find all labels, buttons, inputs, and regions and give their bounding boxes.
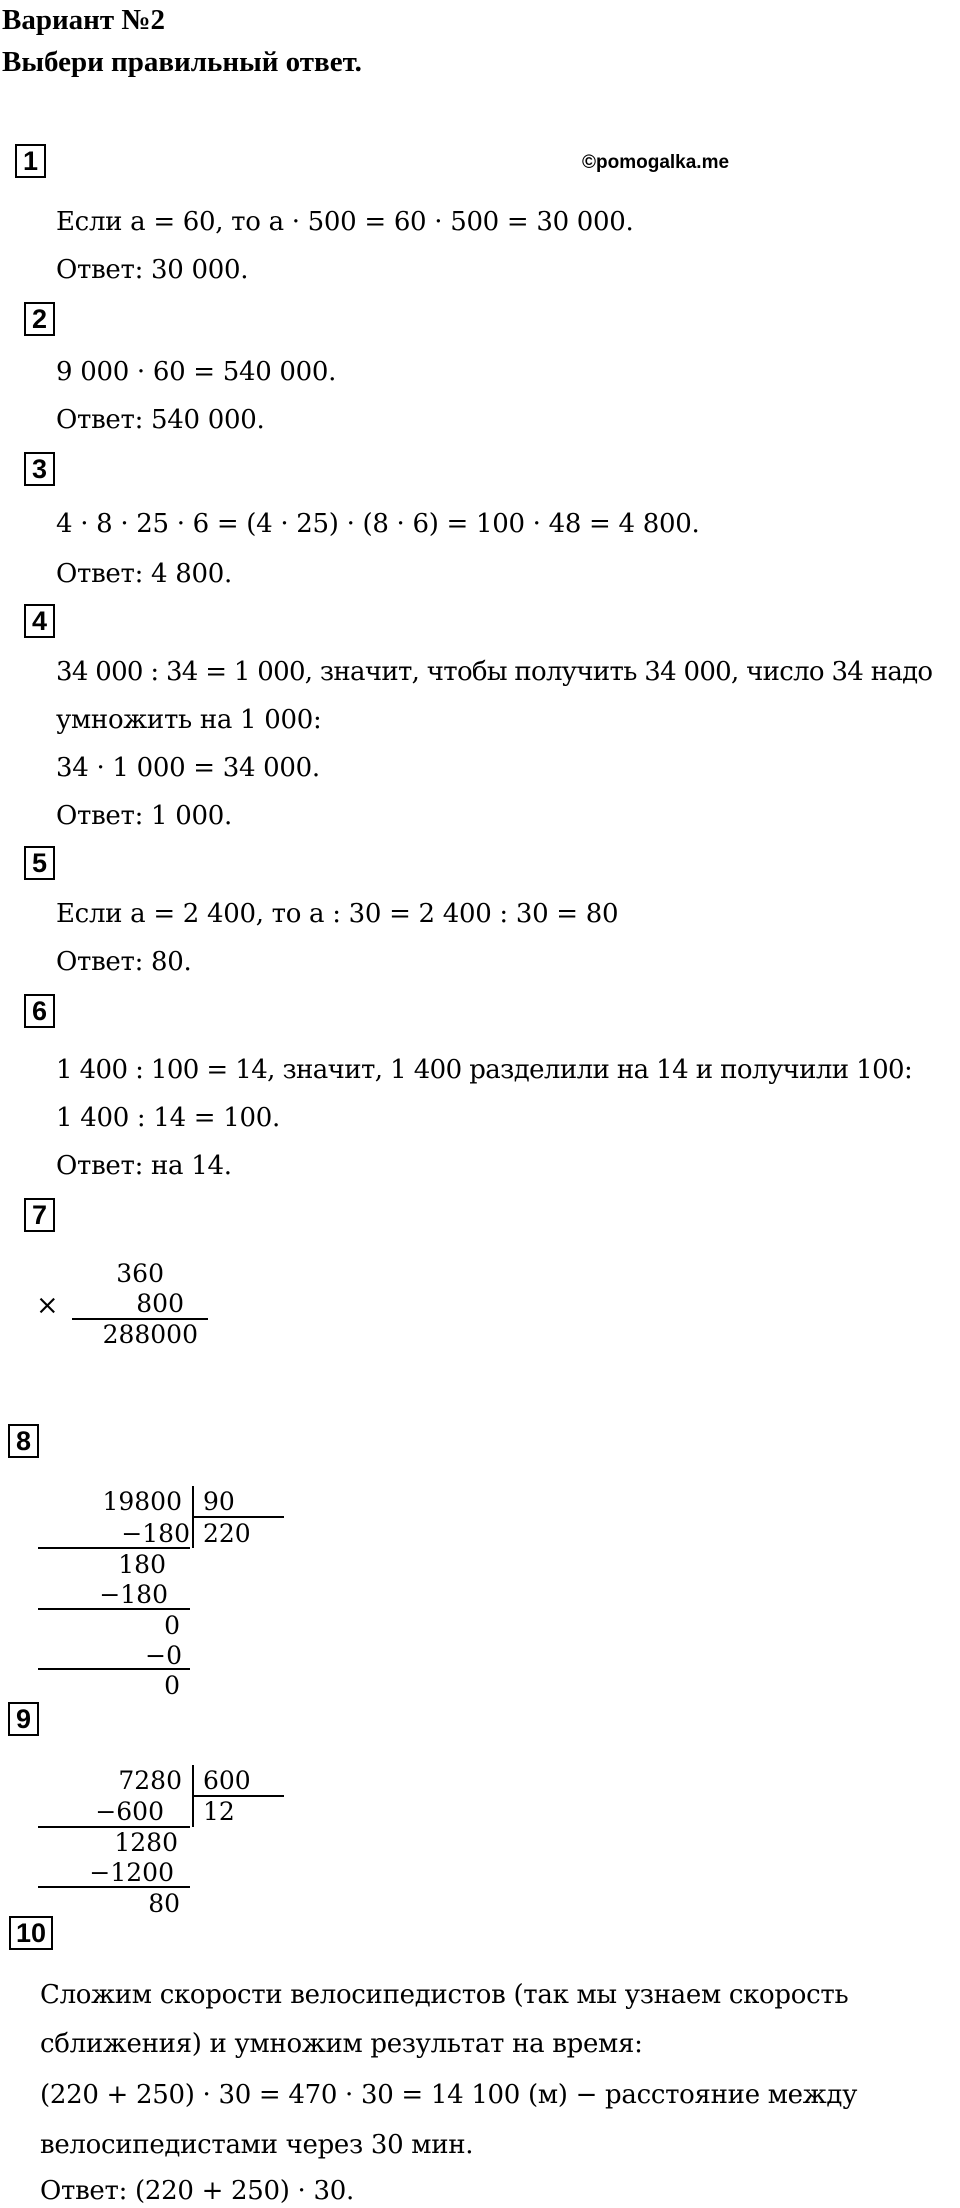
task-10-answer: Ответ: (220 + 250) · 30. xyxy=(40,2176,354,2206)
task-number-3: 3 xyxy=(24,452,55,486)
task-10-line-4: велосипедистами через 30 мин. xyxy=(40,2130,474,2160)
task-4-line-3: 34 · 1 000 = 34 000. xyxy=(56,753,320,783)
task-10-line-2: сближения) и умножим результат на время: xyxy=(40,2029,643,2059)
division-divisor: 600 xyxy=(203,1766,251,1795)
task-1-answer: Ответ: 30 000. xyxy=(56,255,249,285)
division-step: −0 xyxy=(145,1641,182,1670)
task-number-7: 7 xyxy=(24,1198,55,1232)
division-divisor: 90 xyxy=(203,1487,235,1516)
task-number-1: 1 xyxy=(15,144,46,178)
task-number-6: 6 xyxy=(24,994,55,1028)
task-6-line-2: 1 400 : 14 = 100. xyxy=(56,1103,280,1133)
task-6-answer: Ответ: на 14. xyxy=(56,1151,232,1181)
division-dividend: 19800 xyxy=(102,1487,182,1516)
task-number-4: 4 xyxy=(24,604,55,638)
division-rule xyxy=(38,1668,190,1670)
divisor-rule xyxy=(192,1516,284,1518)
task-5-line-1: Если a = 2 400, то a : 30 = 2 400 : 30 = 80 xyxy=(56,899,619,929)
division-quotient: 12 xyxy=(203,1797,235,1826)
watermark: ©pomogalka.me xyxy=(582,152,730,173)
division-step: 0 xyxy=(164,1611,180,1640)
task-1-line-1: Если a = 60, то a · 500 = 60 · 500 = 30 000. xyxy=(56,207,634,237)
division-step: −180 xyxy=(121,1519,190,1548)
task-3-line-1: 4 · 8 · 25 · 6 = (4 · 25) · (8 · 6) = 100 · 48 = 4 800. xyxy=(56,509,700,539)
task-4-answer: Ответ: 1 000. xyxy=(56,801,232,831)
multiply-sign: × xyxy=(36,1290,59,1321)
mult-factor-1: 360 xyxy=(116,1259,164,1288)
division-step: 180 xyxy=(118,1550,166,1579)
task-3-answer: Ответ: 4 800. xyxy=(56,559,232,589)
task-number-2: 2 xyxy=(24,302,55,336)
task-number-5: 5 xyxy=(24,846,55,880)
task-2-answer: Ответ: 540 000. xyxy=(56,405,265,435)
task-number-10: 10 xyxy=(9,1916,53,1950)
task-number-8: 8 xyxy=(8,1424,39,1458)
division-step: −600 xyxy=(95,1797,164,1826)
division-quotient: 220 xyxy=(203,1519,251,1548)
task-5-answer: Ответ: 80. xyxy=(56,947,192,977)
division-rule xyxy=(38,1547,190,1549)
task-6-line-1: 1 400 : 100 = 14, значит, 1 400 разделили на 14 и получили 100: xyxy=(56,1055,913,1085)
division-step: −180 xyxy=(99,1580,168,1609)
task-2-line-1: 9 000 · 60 = 540 000. xyxy=(56,357,337,387)
mult-product: 288000 xyxy=(102,1320,198,1349)
task-number-9: 9 xyxy=(8,1702,39,1736)
division-dividend: 7280 xyxy=(118,1766,182,1795)
division-rule xyxy=(38,1886,190,1888)
division-remainder: 80 xyxy=(148,1889,180,1918)
task-10-line-1: Сложим скорости велосипедистов (так мы узнаем скорость xyxy=(40,1980,849,2010)
task-10-line-3: (220 + 250) · 30 = 470 · 30 = 14 100 (м) − расстояние между xyxy=(40,2080,858,2110)
mult-factor-2: 800 xyxy=(136,1289,184,1318)
task-4-line-1: 34 000 : 34 = 1 000, значит, чтобы получить 34 000, число 34 надо xyxy=(56,657,933,687)
page-subtitle: Выбери правильный ответ. xyxy=(2,46,362,78)
division-step: 1280 xyxy=(114,1828,178,1857)
division-step: −1200 xyxy=(89,1858,174,1887)
page-title: Вариант №2 xyxy=(2,4,166,36)
division-rule xyxy=(38,1608,190,1610)
task-4-line-2: умножить на 1 000: xyxy=(56,705,322,735)
division-remainder: 0 xyxy=(164,1671,180,1700)
